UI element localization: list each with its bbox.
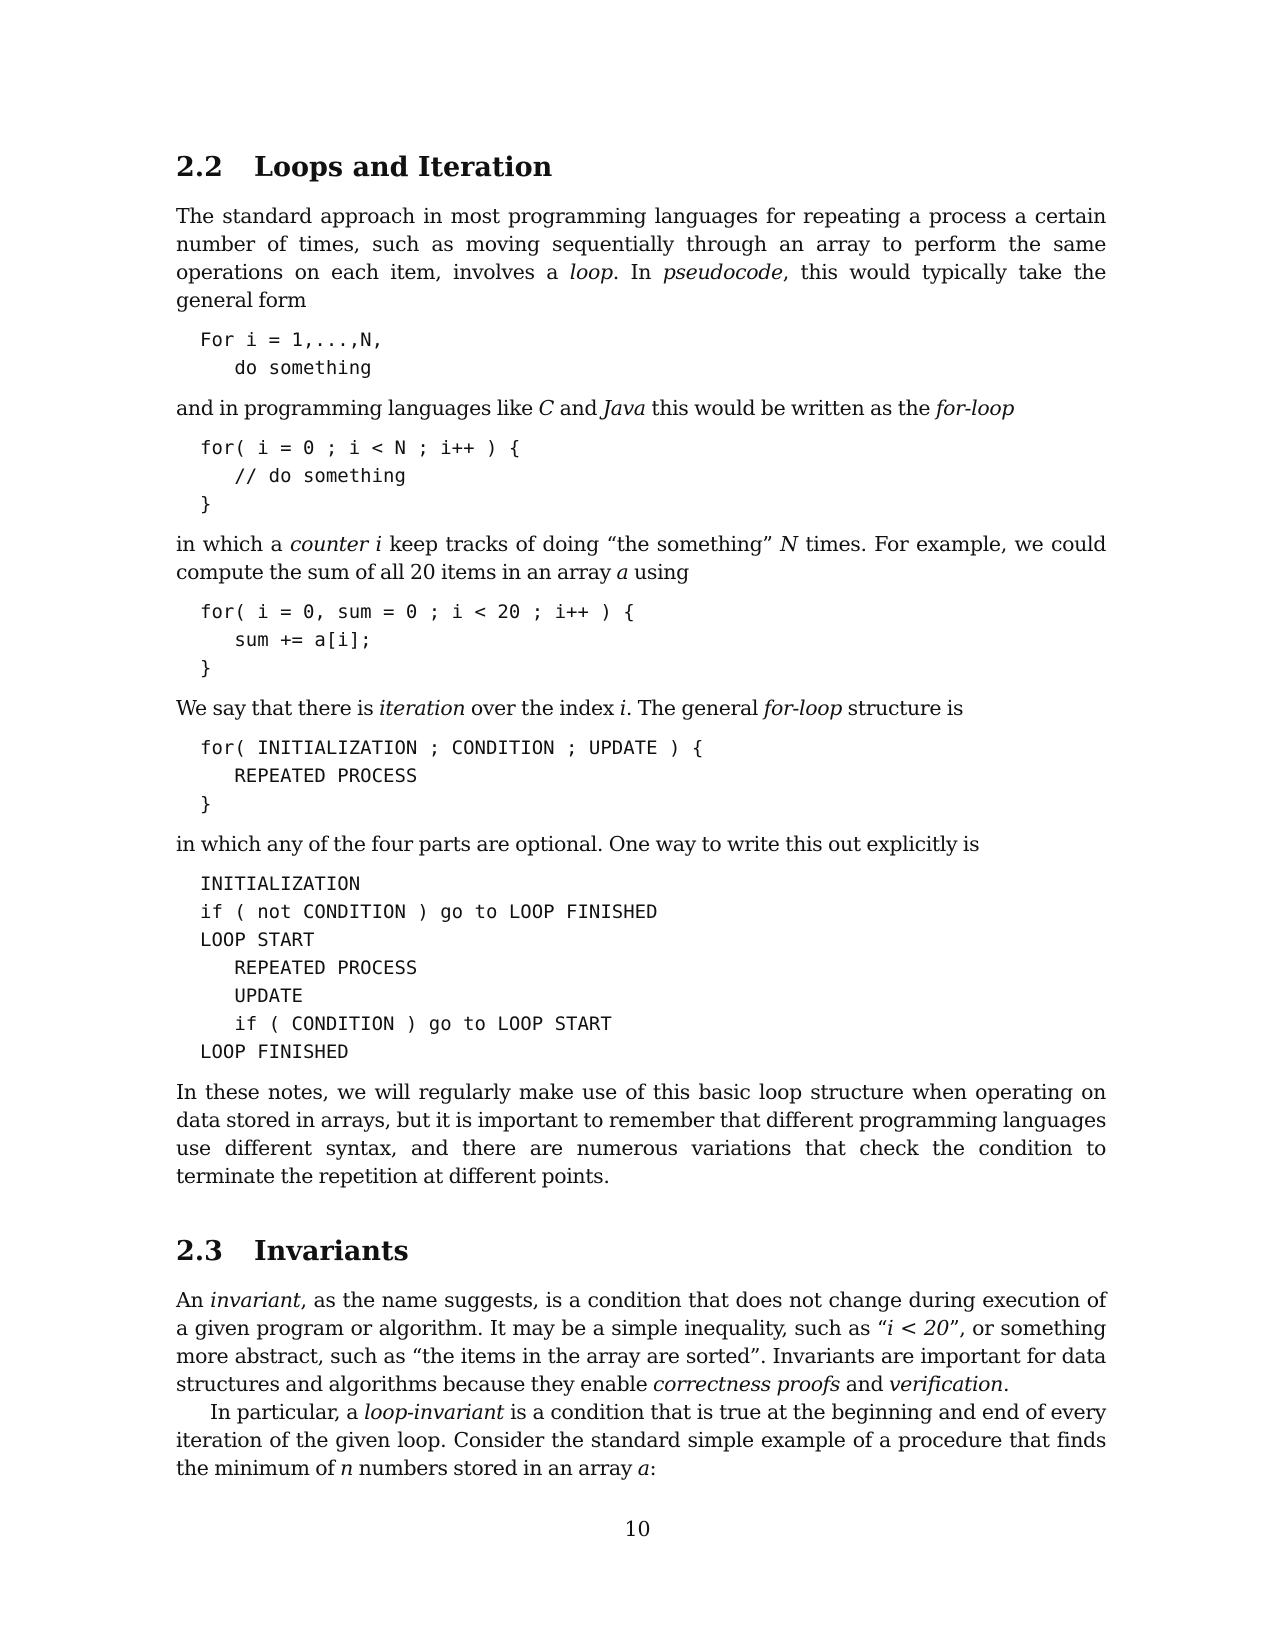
paragraph-loops-summary: In these notes, we will regularly make use of this basic loop structure when operating on data stored in arrays, but it is important to remember that different programming languages use different syntax, and there are numerous variations that check the condition to terminate the repetition at different points. (176, 1080, 1106, 1188)
term-correctness-proofs: correctness proofs (653, 1372, 841, 1396)
text-run: , this would typically take the general form (176, 260, 1106, 312)
math-inequality: i < 20 (887, 1316, 950, 1340)
text-run: times. For example, we could compute the sum of all 20 items in an array (176, 532, 1107, 584)
term-invariant: invariant (210, 1288, 301, 1312)
paragraph-iteration (176, 694, 1106, 722)
text-run: this would be written as the (645, 396, 936, 420)
paragraph-counter (176, 530, 1106, 586)
text-run: In particular, a (210, 1400, 365, 1424)
text-run: is a condition that is true at the beginning and end of every iteration of the given loop. Consider the standard simple example of a procedure that finds the minimum of (176, 1400, 1107, 1480)
text-run: . The general (625, 696, 764, 720)
text-run: The standard approach in most programming languages for repeating a process a certain number of times, such as moving sequentially through an array to perform the same operations on each item, involves a (176, 204, 1106, 284)
text-run: using (628, 560, 689, 584)
section-title: Invariants (254, 1236, 409, 1267)
paragraph-loops-intro (176, 202, 1106, 314)
math-i: i (619, 696, 626, 720)
code-block-sum: for( i = 0, sum = 0 ; i < 20 ; i++ ) { sum += a[i]; } (200, 601, 635, 679)
code-block-general-for-loop: for( INITIALIZATION ; CONDITION ; UPDATE ) { REPEATED PROCESS } (200, 737, 704, 815)
page-content (176, 150, 1106, 1482)
code-block-pseudocode: For i = 1,...,N, do something (200, 329, 384, 379)
code-block-for-loop: for( i = 0 ; i < N ; i++ ) { // do something } (200, 437, 521, 515)
text-run: and (840, 1372, 889, 1396)
text-run: and (553, 396, 603, 420)
section-title: Loops and Iteration (254, 152, 553, 183)
term-iteration: iteration (379, 696, 466, 720)
code-block-explicit-loop: INITIALIZATION if ( not CONDITION ) go to LOOP FINISHED LOOP START REPEATED PROCESS UPDATE if ( CONDITION ) go to LOOP START LOOP FINISHED (200, 873, 658, 1063)
term-loop-invariant: loop-invariant (364, 1400, 505, 1424)
text-run: An (176, 1288, 211, 1312)
math-a: a (637, 1456, 650, 1480)
text-run: in which a (176, 532, 290, 556)
term-pseudocode: pseudocode (662, 260, 783, 284)
text-run: We say that there is (176, 696, 380, 720)
text-run: , as the name suggests, is a condition that does not change during execution of a given program or algorithm. It may be a simple inequality, such as “ (176, 1288, 1106, 1340)
section-heading-invariants (176, 1234, 1106, 1270)
math-n: n (340, 1456, 353, 1480)
text-run: over the index (465, 696, 620, 720)
term-for-loop: for-loop (763, 696, 842, 720)
term-c-language: C (538, 396, 554, 420)
term-java: Java (602, 396, 646, 420)
term-loop: loop (569, 260, 613, 284)
math-a: a (616, 560, 629, 584)
paragraph-for-loop-intro (176, 394, 1106, 422)
term-for-loop: for-loop (935, 396, 1015, 420)
section-heading-loops (176, 150, 1106, 186)
text-run: ”, or something more abstract, such as “the items in the array are sorted”. Invariants are important for data structures and algorithms because they enable (176, 1316, 1106, 1396)
paragraph-optional-parts: in which any of the four parts are optional. One way to write this out explicitly is (176, 832, 980, 856)
paragraph-loop-invariant (176, 1398, 1106, 1482)
term-counter: counter i (289, 532, 382, 556)
section-number: 2.3 (176, 1236, 223, 1267)
text-run: structure is (841, 696, 964, 720)
text-run: and in programming languages like (176, 396, 539, 420)
term-verification: verification (888, 1372, 1004, 1396)
math-n: N (780, 532, 798, 556)
text-run: keep tracks of doing “the something” (381, 532, 781, 556)
paragraph-invariant-definition (176, 1286, 1106, 1398)
text-run: numbers stored in an array (353, 1456, 638, 1480)
text-run: . (1003, 1372, 1010, 1396)
page-number: 10 (624, 1517, 651, 1541)
section-number: 2.2 (176, 152, 223, 183)
text-run: : (649, 1456, 657, 1480)
text-run: . In (612, 260, 663, 284)
